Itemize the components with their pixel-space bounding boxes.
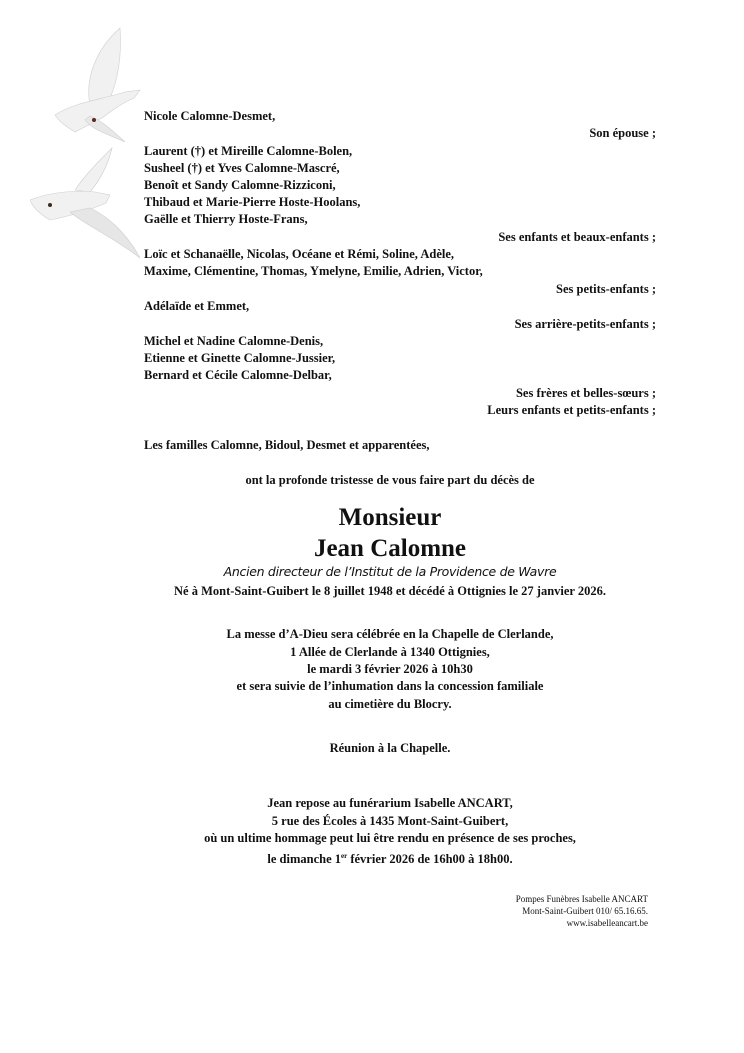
grandchildren-role: Ses petits-enfants ;: [556, 282, 656, 296]
great-grandchildren-role: Ses arrière-petits-enfants ;: [514, 317, 656, 331]
families-line: Les familles Calomne, Bidoul, Desmet et apparentées,: [144, 438, 430, 452]
deceased-title: Monsieur: [338, 504, 442, 531]
visitation-line: Jean repose au funérarium Isabelle ANCART,: [267, 796, 513, 810]
dove-bottom-icon: [30, 148, 140, 258]
grandchild-line: Loïc et Schanaëlle, Nicolas, Océane et Rémi, Soline, Adèle,: [144, 247, 455, 261]
child-line: Thibaud et Marie-Pierre Hoste-Hoolans,: [144, 195, 361, 209]
visitation-line: où un ultime hommage peut lui être rendu en présence de ses proches,: [204, 831, 576, 845]
ceremony-line: et sera suivie de l’inhumation dans la concession familiale: [236, 679, 544, 693]
deceased-dates: Né à Mont-Saint-Guibert le 8 juillet 1948 et décédé à Ottignies le 27 janvier 2026.: [174, 584, 606, 598]
great-grandchild-line: Adélaïde et Emmet,: [144, 299, 250, 313]
funeral-home-website[interactable]: www.isabelleancart.be: [566, 918, 648, 928]
spouse-name: Nicole Calomne-Desmet,: [144, 109, 276, 123]
child-line: Susheel (†) et Yves Calomne-Mascré,: [144, 161, 340, 175]
ceremony-line: au cimetière du Blocry.: [328, 697, 452, 711]
funeral-home-phone: Mont-Saint-Guibert 010/ 65.16.65.: [522, 906, 648, 916]
child-line: Benoît et Sandy Calomne-Rizziconi,: [144, 178, 336, 192]
visitation-date: [0, 849, 744, 867]
child-line: Gaëlle et Thierry Hoste-Frans,: [144, 212, 308, 226]
visitation-date-sup: er: [341, 852, 348, 860]
announcement: ont la profonde tristesse de vous faire part du décès de: [245, 473, 535, 487]
spouse-role: Son épouse ;: [589, 126, 656, 140]
children-role: Ses enfants et beaux-enfants ;: [498, 230, 656, 244]
deceased-subtitle: Ancien directeur de l’Institut de la Providence de Wavre: [223, 564, 557, 579]
grandchild-line: Maxime, Clémentine, Thomas, Ymelyne, Emilie, Adrien, Victor,: [144, 264, 483, 278]
ceremony-line: le mardi 3 février 2026 à 10h30: [307, 662, 473, 676]
reunion-line: Réunion à la Chapelle.: [329, 741, 451, 755]
deceased-name: Jean Calomne: [313, 535, 467, 562]
ceremony-line: 1 Allée de Clerlande à 1340 Ottignies,: [290, 645, 490, 659]
funeral-home-name: Pompes Funèbres Isabelle ANCART: [515, 894, 648, 904]
visitation-line: 5 rue des Écoles à 1435 Mont-Saint-Guibert,: [271, 814, 509, 828]
sibling-line: Bernard et Cécile Calomne-Delbar,: [144, 368, 332, 382]
nephews-role: Leurs enfants et petits-enfants ;: [487, 403, 656, 417]
visitation-date-suffix: février 2026 de 16h00 à 18h00.: [347, 852, 513, 867]
dove-top-icon: [55, 28, 140, 142]
siblings-role: Ses frères et belles-sœurs ;: [515, 386, 656, 400]
sibling-line: Etienne et Ginette Calomne-Jussier,: [144, 351, 336, 365]
visitation-date-prefix: le dimanche 1: [267, 852, 341, 867]
ceremony-line: La messe d’A-Dieu sera célébrée en la Chapelle de Clerlande,: [226, 627, 554, 641]
child-line: Laurent (†) et Mireille Calomne-Bolen,: [144, 144, 353, 158]
sibling-line: Michel et Nadine Calomne-Denis,: [144, 334, 324, 348]
